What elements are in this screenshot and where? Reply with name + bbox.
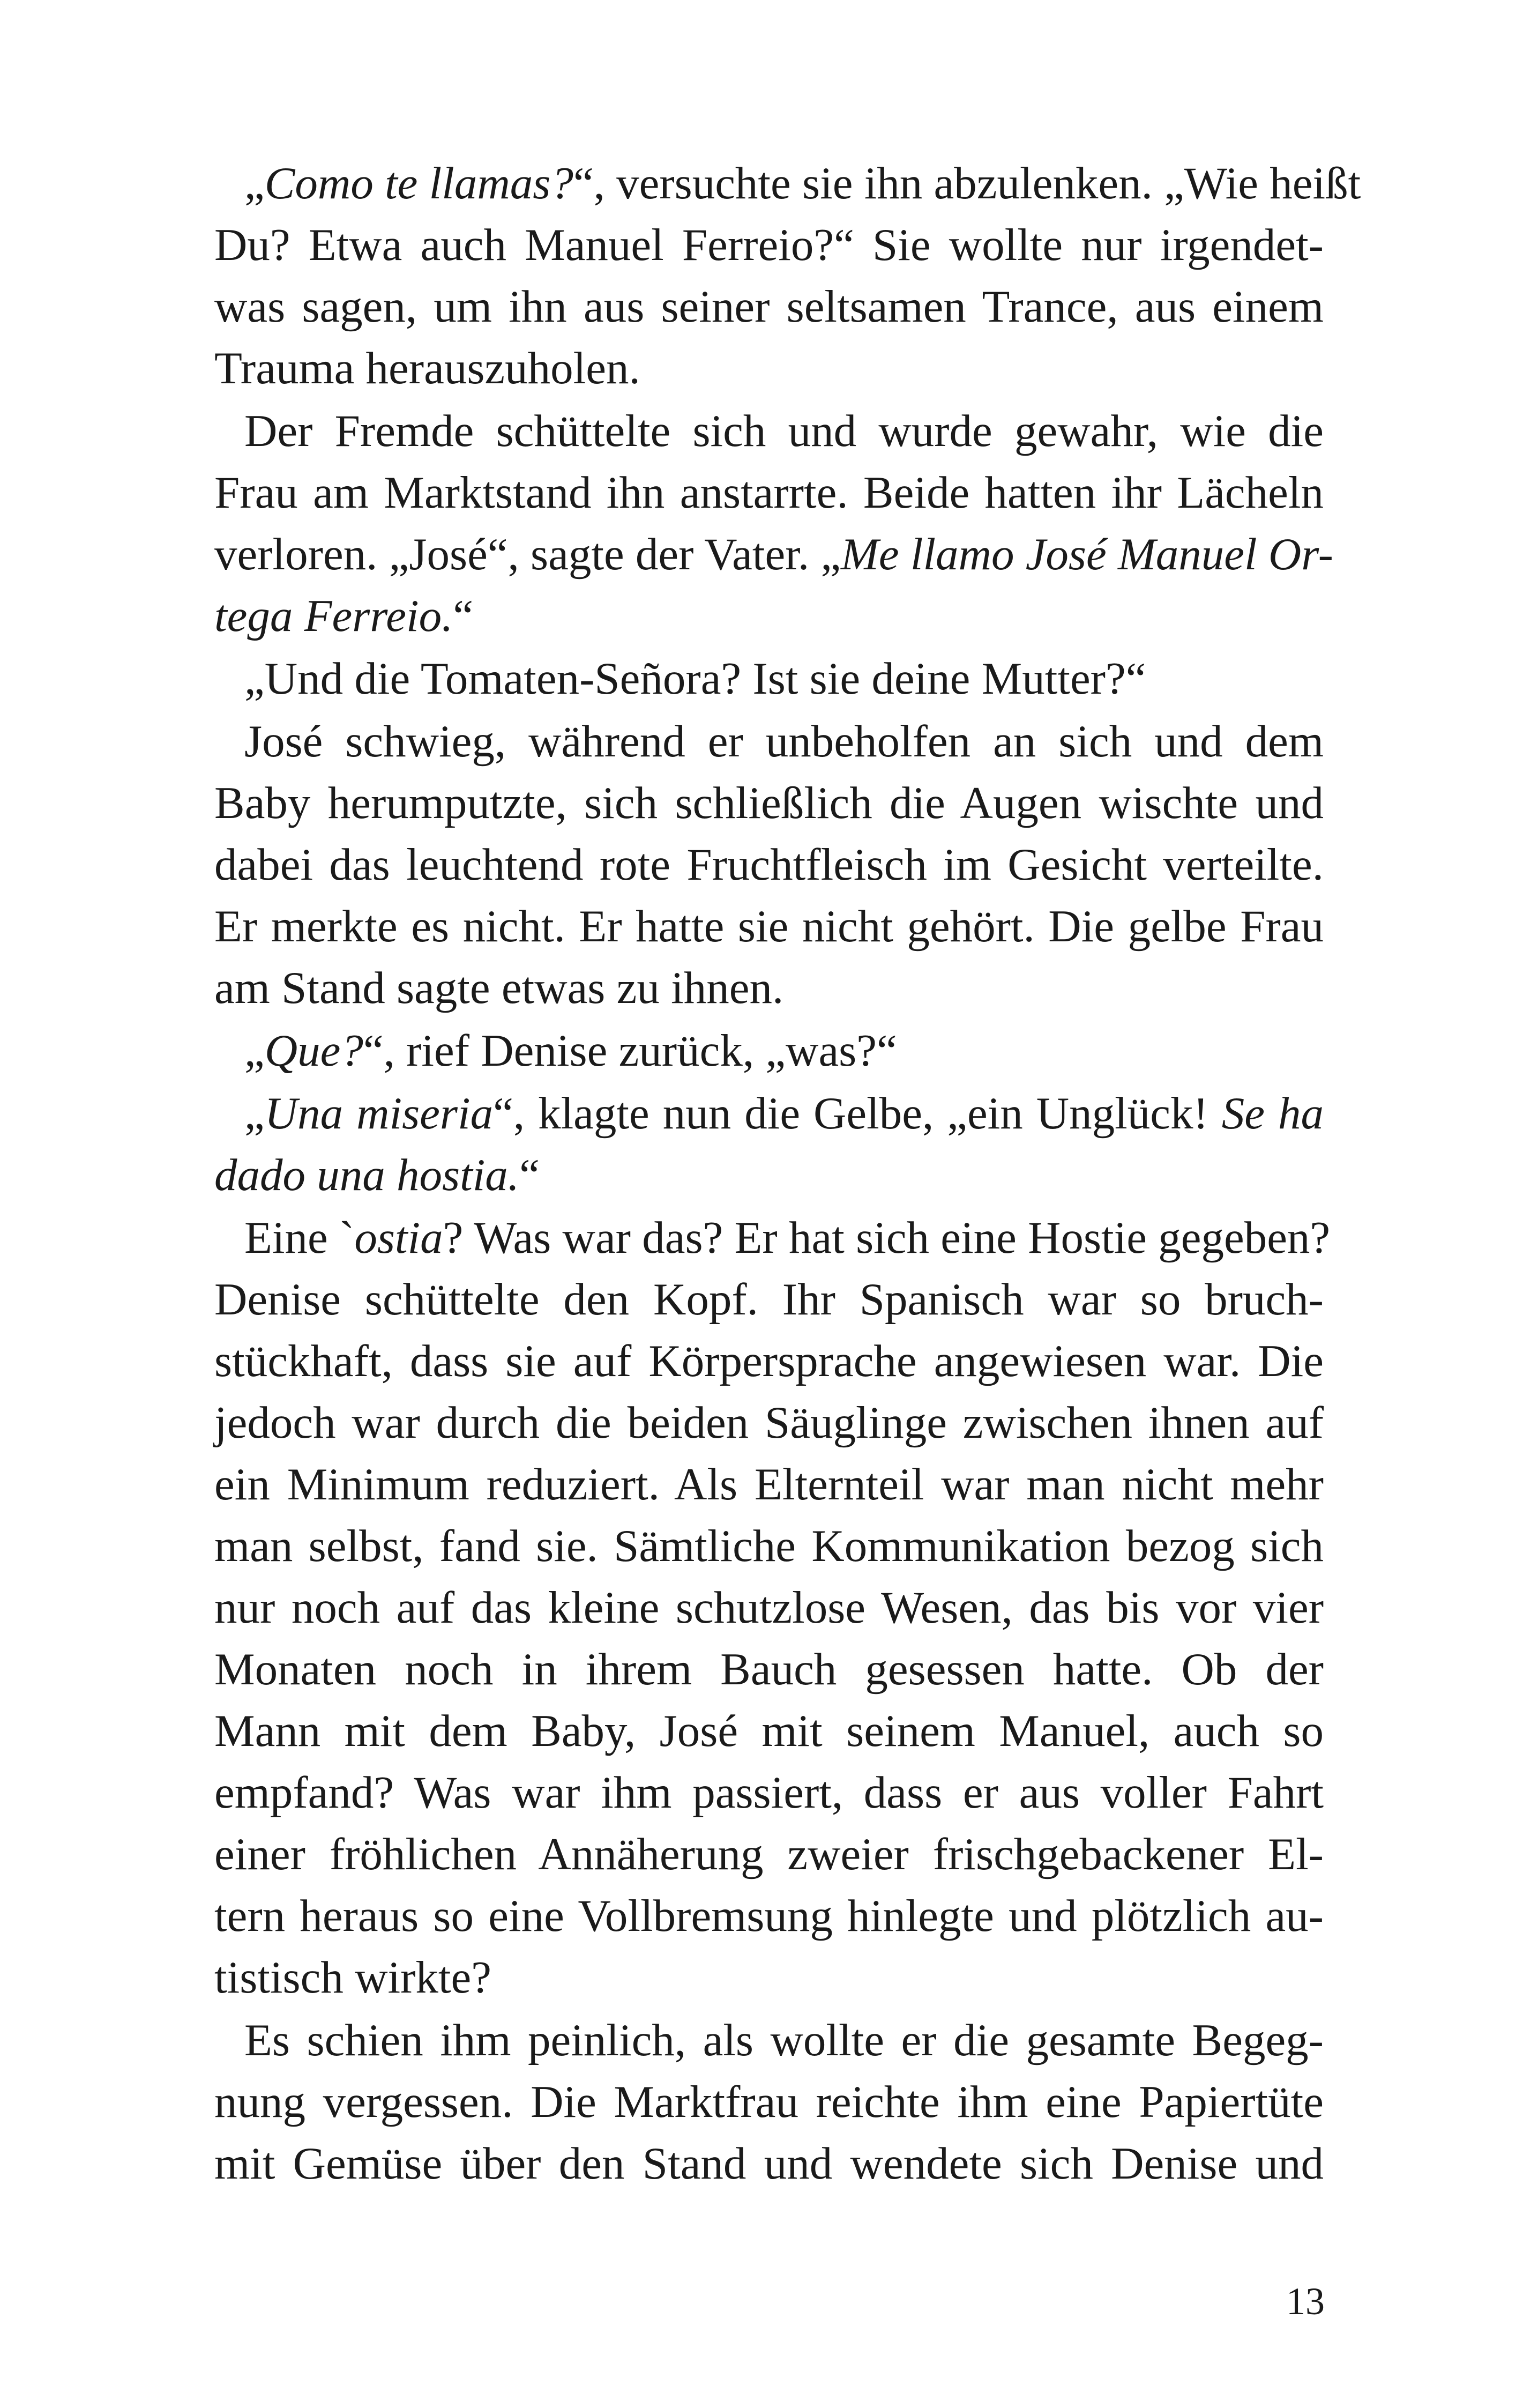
- text-line: dabei das leuchtend rote Fruchtfleisch im Gesicht verteilte.: [214, 839, 1324, 890]
- paragraph-4: [214, 711, 1324, 1019]
- text-line: einer fröhlichen Annäherung zweier frischgebackener El-: [214, 1829, 1324, 1879]
- italic-phrase: ostia: [354, 1213, 443, 1263]
- text-line: José schwieg, während er unbeholfen an sich und dem: [244, 716, 1324, 767]
- paragraph-8: [214, 2010, 1324, 2195]
- text-line: Er merkte es nicht. Er hatte sie nicht gehört. Die gelbe Frau: [214, 901, 1324, 952]
- text-line: tega Ferreio.“: [214, 591, 474, 641]
- text-line: Der Fremde schüttelte sich und wurde gewahr, wie die: [244, 406, 1324, 456]
- text-line: „Que?“, rief Denise zurück, „was?“: [244, 1025, 897, 1076]
- text-line: „Und die Tomaten-Señora? Ist sie deine Mutter?“: [244, 653, 1146, 704]
- text-line: nung vergessen. Die Marktfrau reichte ihm eine Papiertüte: [214, 2077, 1324, 2127]
- body-text: [214, 153, 1361, 2195]
- text-line: stückhaft, dass sie auf Körpersprache angewiesen war. Die: [214, 1336, 1324, 1386]
- paragraph-6: [214, 1083, 1324, 1206]
- text-line: Eine `ostia? Was war das? Er hat sich eine Hostie gegeben?: [244, 1213, 1331, 1263]
- text-line: Baby herumputzte, sich schließlich die Augen wischte und: [214, 778, 1324, 828]
- text-line: tistisch wirkte?: [214, 1952, 491, 2003]
- italic-phrase: Que?: [264, 1025, 363, 1076]
- italic-phrase: Se ha: [1221, 1088, 1324, 1139]
- text-line: „Como te llamas?“, versuchte sie ihn abzulenken. „Wie heißt: [244, 158, 1361, 209]
- italic-phrase: Me llamo José Manuel Or-: [841, 529, 1333, 579]
- paragraph-7: [214, 1207, 1331, 2009]
- text-line: am Stand sagte etwas zu ihnen.: [214, 963, 784, 1013]
- text-line: verloren. „José“, sagte der Vater. „Me llamo José Manuel Or-: [214, 529, 1333, 579]
- text-line: Denise schüttelte den Kopf. Ihr Spanisch war so bruch-: [214, 1274, 1324, 1325]
- text-line: Du? Etwa auch Manuel Ferreio?“ Sie wollte nur irgendet-: [214, 220, 1324, 270]
- paragraph-2: [214, 400, 1333, 647]
- text-line: Mann mit dem Baby, José mit seinem Manuel, auch so: [214, 1706, 1324, 1756]
- text-line: tern heraus so eine Vollbremsung hinlegte und plötzlich au-: [214, 1891, 1324, 1941]
- text-line: empfand? Was war ihm passiert, dass er aus voller Fahrt: [214, 1767, 1324, 1818]
- text-line: ein Minimum reduziert. Als Elternteil war man nicht mehr: [214, 1459, 1324, 1510]
- text-line: man selbst, fand sie. Sämtliche Kommunikation bezog sich: [214, 1521, 1324, 1571]
- text-line: dado una hostia.“: [214, 1150, 540, 1200]
- text-line: Frau am Marktstand ihn anstarrte. Beide hatten ihr Lächeln: [214, 467, 1324, 518]
- text-line: mit Gemüse über den Stand und wendete sich Denise und: [214, 2138, 1324, 2189]
- text-line: Monaten noch in ihrem Bauch gesessen hatte. Ob der: [214, 1644, 1324, 1694]
- text-line: „Una miseria“, klagte nun die Gelbe, „ein Unglück! Se ha: [244, 1088, 1324, 1139]
- paragraph-3: [214, 648, 1324, 710]
- page-number: 13: [1286, 2280, 1325, 2323]
- text-line: nur noch auf das kleine schutzlose Wesen, das bis vor vier: [214, 1582, 1324, 1633]
- italic-phrase: dado una hostia.: [214, 1150, 520, 1200]
- italic-phrase: Como te llamas?: [264, 158, 573, 209]
- italic-phrase: tega Ferreio.: [214, 591, 453, 641]
- text-line: Trauma herauszuholen.: [214, 343, 640, 393]
- text-line: jedoch war durch die beiden Säuglinge zwischen ihnen auf: [214, 1398, 1324, 1448]
- paragraph-5: [214, 1020, 1324, 1082]
- text-line: Es schien ihm peinlich, als wollte er die gesamte Begeg-: [244, 2015, 1324, 2065]
- italic-phrase: Una miseria: [264, 1088, 494, 1139]
- paragraph-1: [214, 153, 1361, 399]
- text-line: was sagen, um ihn aus seiner seltsamen Trance, aus einem: [214, 281, 1324, 332]
